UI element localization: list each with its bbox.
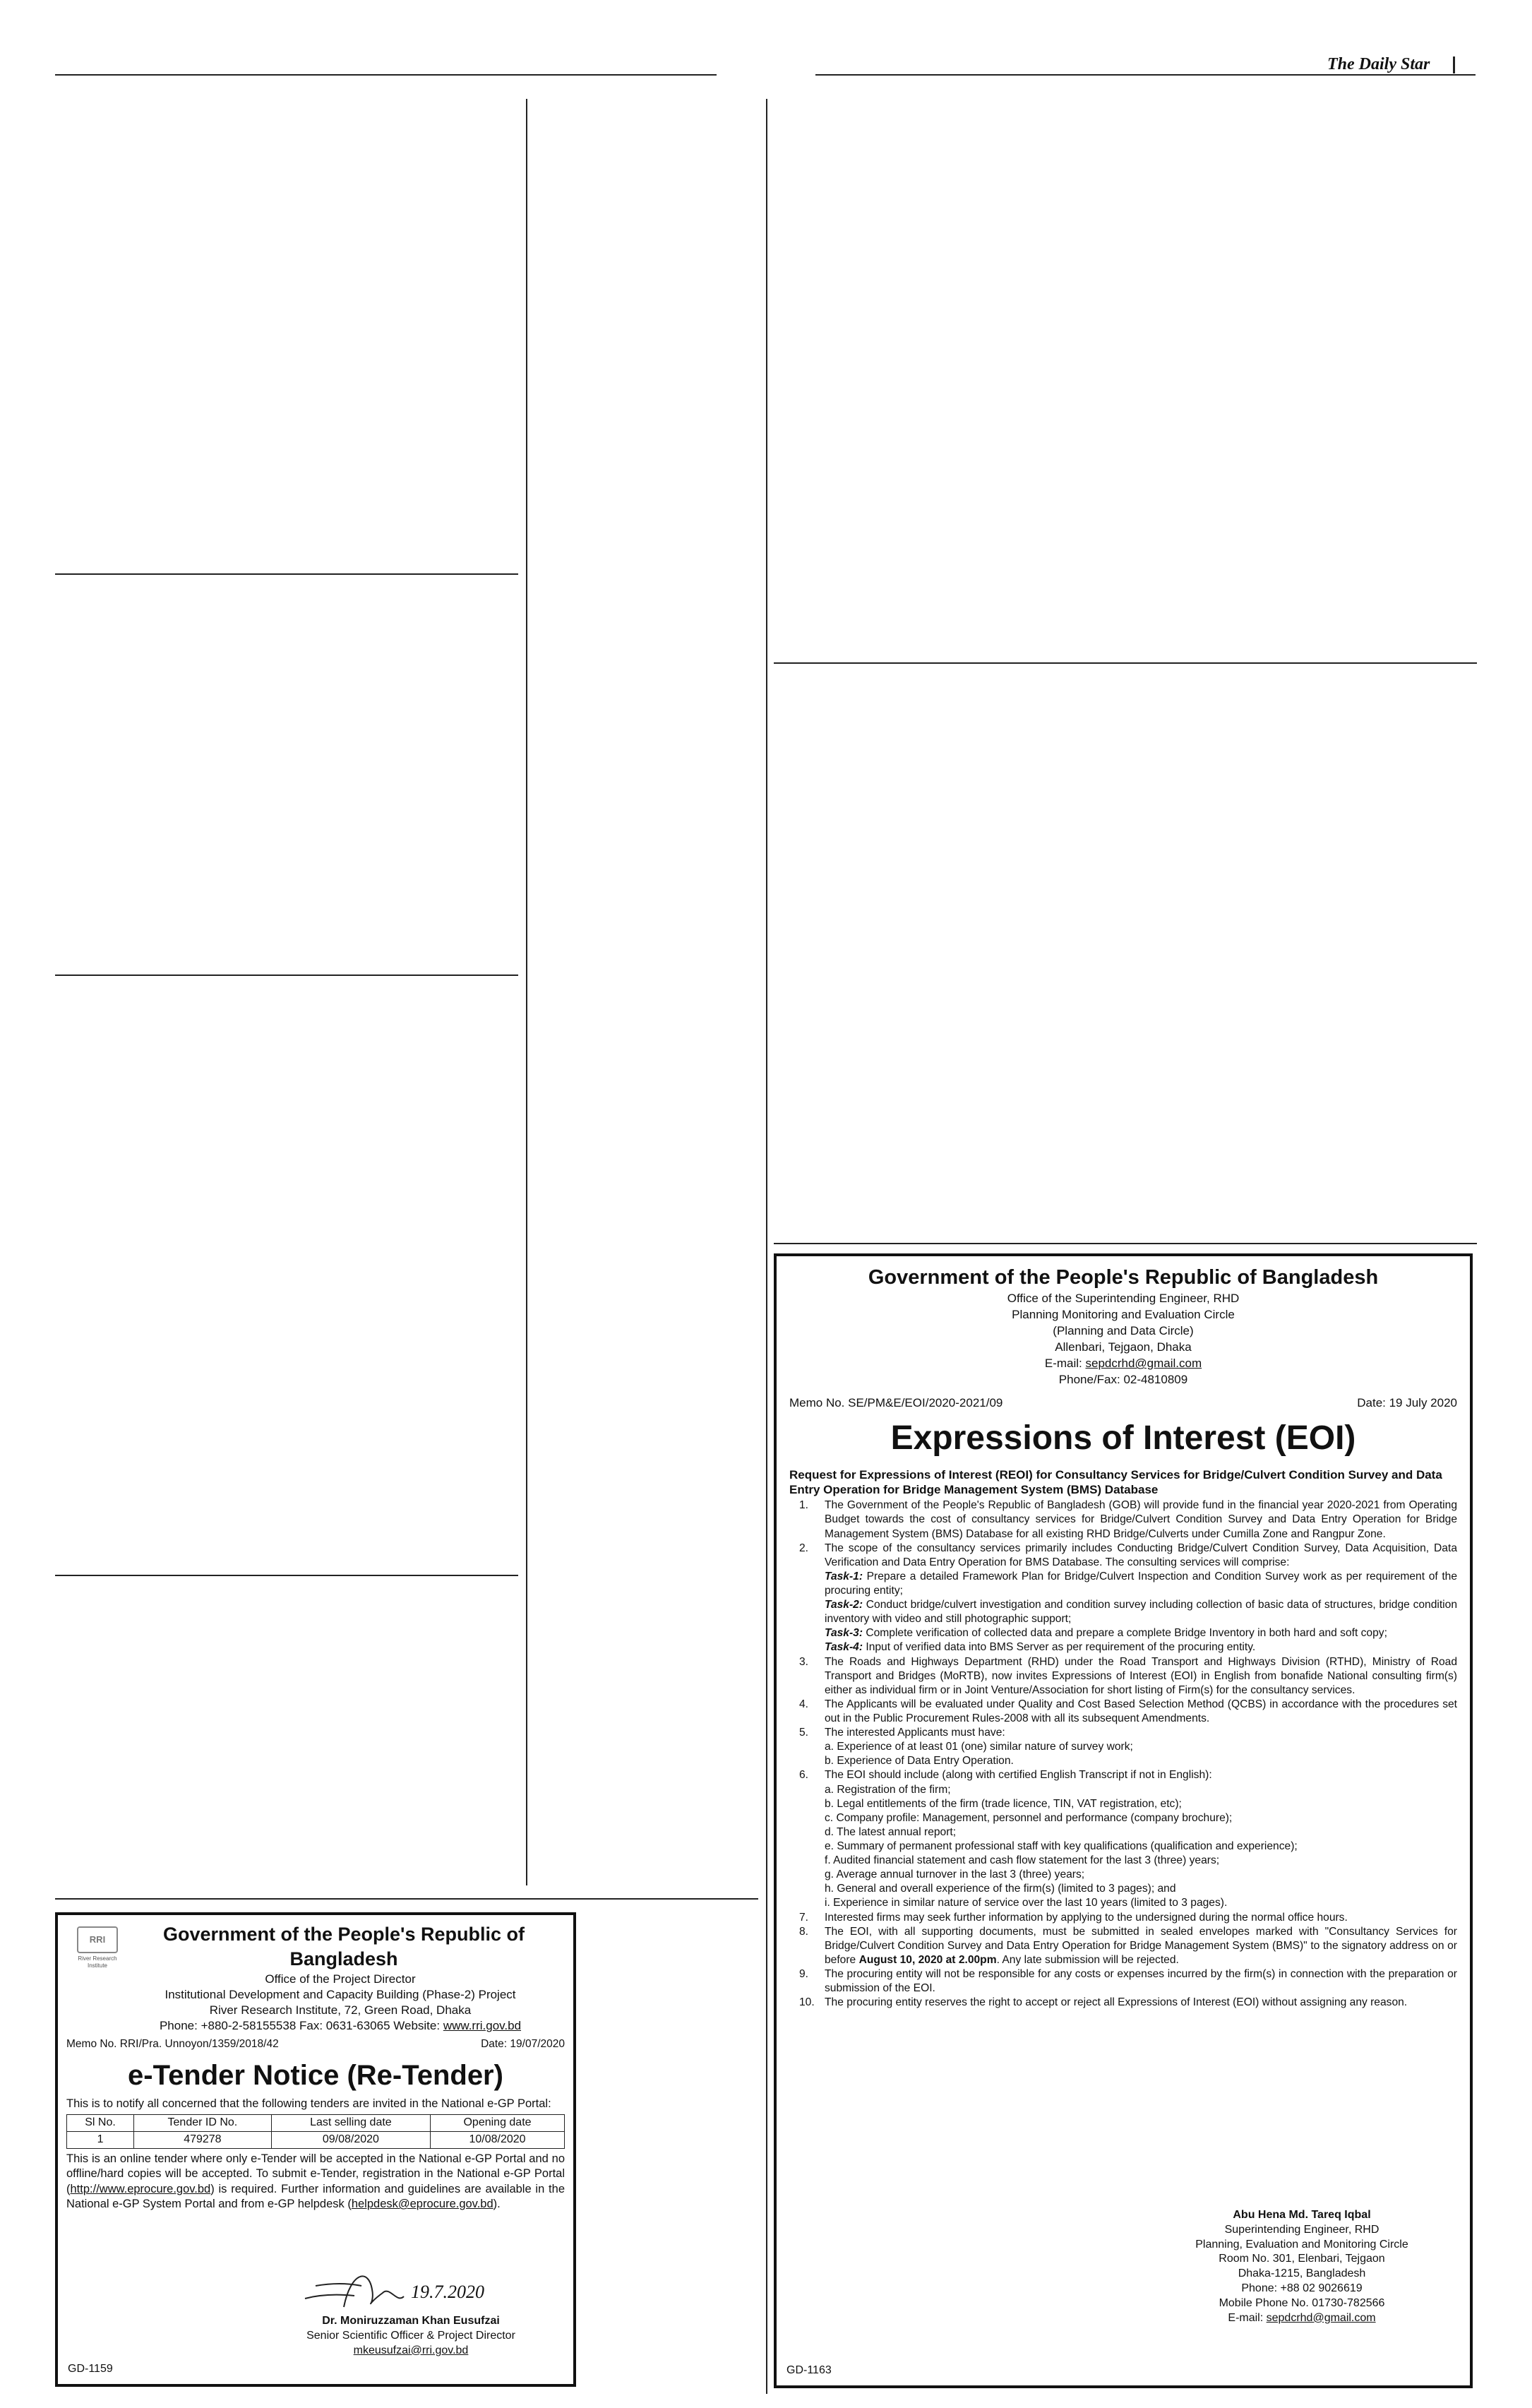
section-rule-5 <box>774 662 1477 664</box>
rri-handwritten-signature <box>277 2265 545 2314</box>
top-rule-left <box>55 74 717 76</box>
clause-5-sub-b: b. Experience of Data Entry Operation. <box>825 1755 1014 1768</box>
masthead: The Daily Star <box>1327 55 1430 73</box>
clause-6-sub-f: f. Audited financial statement and cash flow statement for the last 3 (three) years; <box>825 1854 1220 1867</box>
clause-9: The procuring entity will not be responsible for any costs or expenses incurred by the firm(s) in connection with the preparation or submission of the EOI. <box>825 1967 1457 1995</box>
eoi-sign-email-prefix: E-mail: <box>1228 2311 1267 2324</box>
eoi-signatory-name: Abu Hena Md. Tareq Iqbal <box>1233 2209 1371 2221</box>
list-item <box>789 1542 1457 1655</box>
eoi-date: Date: 19 July 2020 <box>1357 1396 1457 1410</box>
section-rule-1 <box>55 573 518 575</box>
eoi-signatory-city: Dhaka-1215, Bangladesh <box>1238 2267 1366 2280</box>
eoi-signatory-title: Superintending Engineer, RHD <box>1224 2223 1380 2236</box>
rri-signatory-name: Dr. Moniruzzaman Khan Eusufzai <box>322 2315 500 2327</box>
clause-6-sub-i: i. Experience in similar nature of service over the last 10 years (limited to 3 pages). <box>825 1897 1228 1909</box>
clause-5-text: The interested Applicants must have: <box>825 1727 1005 1739</box>
list-item <box>789 1498 1457 1541</box>
eoi-clauses <box>789 1498 1457 2010</box>
list-item <box>789 1698 1457 1726</box>
rri-signatory-title: Senior Scientific Officer & Project Director <box>306 2329 515 2342</box>
column-divider-1 <box>526 99 527 1885</box>
rri-body-c: ). <box>493 2198 501 2211</box>
list-item <box>789 1996 1457 2010</box>
clause-number: 3. <box>799 1655 809 1668</box>
col-tender-id: Tender ID No. <box>134 2115 272 2132</box>
eoi-signatory-email-line <box>1154 2311 1450 2326</box>
section-rule-4 <box>55 1898 758 1900</box>
section-rule-6 <box>774 1243 1477 1244</box>
rri-gd-code: GD-1159 <box>68 2363 113 2376</box>
eoi-heading: Government of the People's Republic of Bangladesh <box>868 1266 1379 1289</box>
rri-memo-row <box>66 2037 565 2051</box>
clause-6-sub-b: b. Legal entitlements of the firm (trade licence, TIN, VAT registration, etc); <box>825 1797 1182 1810</box>
rri-date: Date: 19/07/2020 <box>481 2037 565 2050</box>
clause-4: The Applicants will be evaluated under Quality and Cost Based Selection Method (QCBS) in accordance with the procedures set out in the Public Procurement Rules-2008 with all its subsequent Amendments. <box>825 1698 1457 1724</box>
task-1-text: Prepare a detailed Framework Plan for Bridge/Culvert Inspection and Condition Survey work as per requirement of the procuring entity; <box>825 1570 1457 1597</box>
helpdesk-email-link[interactable]: helpdesk@eprocure.gov.bd <box>351 2198 493 2211</box>
rri-body-a: This is an online tender where only e-Tender will be accepted in the National e-GP Portal and no offline/hard copies will be accepted. To submit e-Tender, registration in the National e-GP Portal ( <box>66 2152 565 2195</box>
clause-number: 2. <box>799 1542 809 1554</box>
eoi-signature-block <box>1154 2208 1450 2325</box>
rri-signature-date: 19.7.2020 <box>411 2282 484 2302</box>
column-divider-2 <box>766 99 767 2394</box>
list-item <box>789 1967 1457 1996</box>
clause-8-text-b: . Any late submission will be rejected. <box>996 1953 1179 1966</box>
rri-etender-ad <box>55 1912 576 2387</box>
clause-6-sub-h: h. General and overall experience of the firm(s) (limited to 3 pages); and <box>825 1883 1176 1895</box>
eoi-office: Office of the Superintending Engineer, RHD <box>1007 1292 1240 1306</box>
clause-8-text-a: The EOI, with all supporting documents, must be submitted in sealed envelopes marked with "Consultancy Services for Bridge/Culvert Condition Survey and Data Entry Operation for Bridge Management System (BMS)" to the signatory address on or before <box>825 1925 1457 1966</box>
top-rule-right <box>815 74 1476 76</box>
eoi-title: Expressions of Interest (EOI) <box>890 1419 1356 1457</box>
rri-website-link[interactable]: www.rri.gov.bd <box>443 2019 522 2033</box>
eoi-subcircle: (Planning and Data Circle) <box>1053 1324 1194 1338</box>
col-sl-no: Sl No. <box>67 2115 134 2132</box>
clause-number: 1. <box>799 1499 809 1512</box>
eoi-signatory-phone: Phone: +88 02 9026619 <box>1241 2282 1363 2294</box>
task-3-text: Complete verification of collected data and prepare a complete Bridge Inventory in both hard and soft copy; <box>863 1627 1387 1640</box>
rri-memo-no: Memo No. RRI/Pra. Unnoyon/1359/2018/42 <box>66 2037 279 2050</box>
rri-contact <box>66 2018 565 2034</box>
eoi-sign-email-link[interactable]: sepdcrhd@gmail.com <box>1266 2311 1376 2324</box>
clause-6 <box>825 1768 1457 1910</box>
eoi-memo-no: Memo No. SE/PM&E/EOI/2020-2021/09 <box>789 1396 1003 1410</box>
clause-5 <box>825 1726 1457 1768</box>
cell-opening: 10/08/2020 <box>431 2131 565 2148</box>
task-3-label: Task-3: <box>825 1627 863 1640</box>
eoi-signatory-circle: Planning, Evaluation and Monitoring Circle <box>1195 2238 1408 2251</box>
rri-contact-text: Phone: +880-2-58155538 Fax: 0631-63065 Website: <box>159 2019 443 2033</box>
clause-6-sub-e: e. Summary of permanent professional staff with key qualifications (qualification and experience); <box>825 1840 1298 1852</box>
eoi-gd-code: GD-1163 <box>786 2364 832 2377</box>
clause-10: The procuring entity reserves the right to accept or reject all Expressions of Interest (EOI) without assigning any reason. <box>825 1996 1408 2009</box>
clause-2-text: The scope of the consultancy services primarily includes Conducting Bridge/Culvert Condition Survey, Data Acquisition, Data Verification and Data Entry Operation for BMS Database. The consulting services will comprise: <box>825 1542 1457 1568</box>
task-2-text: Conduct bridge/culvert investigation and condition survey including collection of basic data of structures, bridge condition inventory with video and still photographic support; <box>825 1599 1457 1626</box>
col-last-selling: Last selling date <box>271 2115 430 2132</box>
cell-last-selling: 09/08/2020 <box>271 2131 430 2148</box>
eoi-request: Request for Expressions of Interest (REOI) for Consultancy Services for Bridge/Culvert Condition Survey and Data Entry Operation for Bridge Management System (BMS) Database <box>789 1467 1442 1497</box>
rri-title: e-Tender Notice (Re-Tender) <box>128 2059 503 2091</box>
tender-table-header <box>67 2115 565 2132</box>
clause-1: The Government of the People's Republic of Bangladesh (GOB) will provide fund in the financial year 2020-2021 from Operating Budget towards the cost of consultancy services for Bridge/Culvert Condition Survey and Data Entry Operation for Bridge Management System (BMS) Database for all existing RHD Bridge/Culverts under Cumilla Zone and Rangpur Zone. <box>825 1499 1457 1540</box>
clause-8 <box>825 1925 1457 1967</box>
rri-office: Office of the Project Director <box>265 1972 416 1986</box>
clause-8-deadline: August 10, 2020 at 2.00pm <box>858 1953 997 1966</box>
clause-number: 8. <box>799 1925 809 1938</box>
section-rule-3 <box>55 1575 518 1576</box>
masthead-bar <box>1453 56 1455 73</box>
rri-address: River Research Institute, 72, Green Road, Dhaka <box>209 2003 472 2017</box>
rri-project: Institutional Development and Capacity Building (Phase-2) Project <box>164 1988 516 2002</box>
clause-number: 4. <box>799 1698 809 1710</box>
clause-7: Interested firms may seek further information by applying to the undersigned during the normal office hours. <box>825 1911 1348 1924</box>
task-4-text: Input of verified data into BMS Server as per requirement of the procuring entity. <box>863 1641 1256 1654</box>
cell-sl-no: 1 <box>67 2131 134 2148</box>
clause-5-sub-a: a. Experience of at least 01 (one) similar nature of survey work; <box>825 1741 1133 1753</box>
list-item <box>789 1925 1457 1967</box>
eoi-email-link[interactable]: sepdcrhd@gmail.com <box>1085 1357 1202 1371</box>
rri-signature-block <box>277 2265 545 2358</box>
rri-intro: This is to notify all concerned that the following tenders are invited in the National e-GP Portal: <box>66 2097 551 2110</box>
eoi-address: Allenbari, Tejgaon, Dhaka <box>1055 1340 1192 1354</box>
clause-6-sub-g: g. Average annual turnover in the last 3 (three) years; <box>825 1868 1085 1881</box>
egp-portal-link[interactable]: http://www.eprocure.gov.bd <box>70 2182 211 2195</box>
rri-logo-mark: RRI <box>77 1926 118 1953</box>
eoi-email-prefix: E-mail: <box>1044 1357 1086 1371</box>
tender-table <box>66 2114 565 2149</box>
list-item <box>789 1911 1457 1925</box>
col-opening: Opening date <box>431 2115 565 2132</box>
task-4-label: Task-4: <box>825 1641 863 1654</box>
list-item <box>789 1655 1457 1698</box>
clause-number: 5. <box>799 1727 809 1739</box>
eoi-circle: Planning Monitoring and Evaluation Circle <box>1012 1308 1235 1322</box>
rri-signatory-email[interactable]: mkeusufzai@rri.gov.bd <box>353 2344 469 2356</box>
clause-number: 10. <box>799 1996 815 2009</box>
cell-tender-id: 479278 <box>134 2131 272 2148</box>
clause-3: The Roads and Highways Department (RHD) under the Road Transport and Highways Division (RTHD), Ministry of Road Transport and Bridges (MoRTB), now invites Expressions of Interest (EOI) in English from bonafide National consulting firm(s) either as individual firm or in Joint Venture/Association for short listing of Firm(s) for the consultancy services. <box>825 1655 1457 1696</box>
clause-number: 7. <box>799 1911 809 1924</box>
eoi-email-line <box>789 1356 1457 1372</box>
clause-6-sub-d: d. The latest annual report; <box>825 1825 957 1838</box>
section-rule-2 <box>55 974 518 976</box>
eoi-signatory-room: Room No. 301, Elenbari, Tejgaon <box>1219 2253 1385 2265</box>
task-1-label: Task-1: <box>825 1570 863 1583</box>
rhd-eoi-ad <box>774 1253 1473 2388</box>
rri-logo <box>69 1926 126 1969</box>
rri-body <box>66 2152 565 2212</box>
clause-2 <box>825 1542 1457 1655</box>
eoi-signatory-mobile: Mobile Phone No. 01730-782566 <box>1219 2296 1385 2309</box>
task-2-label: Task-2: <box>825 1599 863 1611</box>
clause-number: 6. <box>799 1769 809 1782</box>
clause-6-text: The EOI should include (along with certified English Transcript if not in English): <box>825 1769 1212 1782</box>
list-item <box>789 1726 1457 1768</box>
clause-number: 9. <box>799 1967 809 1980</box>
rri-logo-caption: River Research Institute <box>78 1955 117 1969</box>
list-item <box>789 1768 1457 1910</box>
rri-heading: Government of the People's Republic of Bangladesh <box>163 1924 525 1970</box>
rri-body-b: ) is required. Further information and guidelines are available in the National e-GP System Portal and from e-GP helpdesk ( <box>66 2182 565 2211</box>
clause-6-sub-a: a. Registration of the firm; <box>825 1783 951 1796</box>
eoi-phone: Phone/Fax: 02-4810809 <box>1058 1373 1188 1387</box>
clause-6-sub-c: c. Company profile: Management, personnel and performance (company brochure); <box>825 1811 1233 1824</box>
table-row <box>67 2131 565 2148</box>
eoi-memo-row <box>789 1395 1457 1411</box>
